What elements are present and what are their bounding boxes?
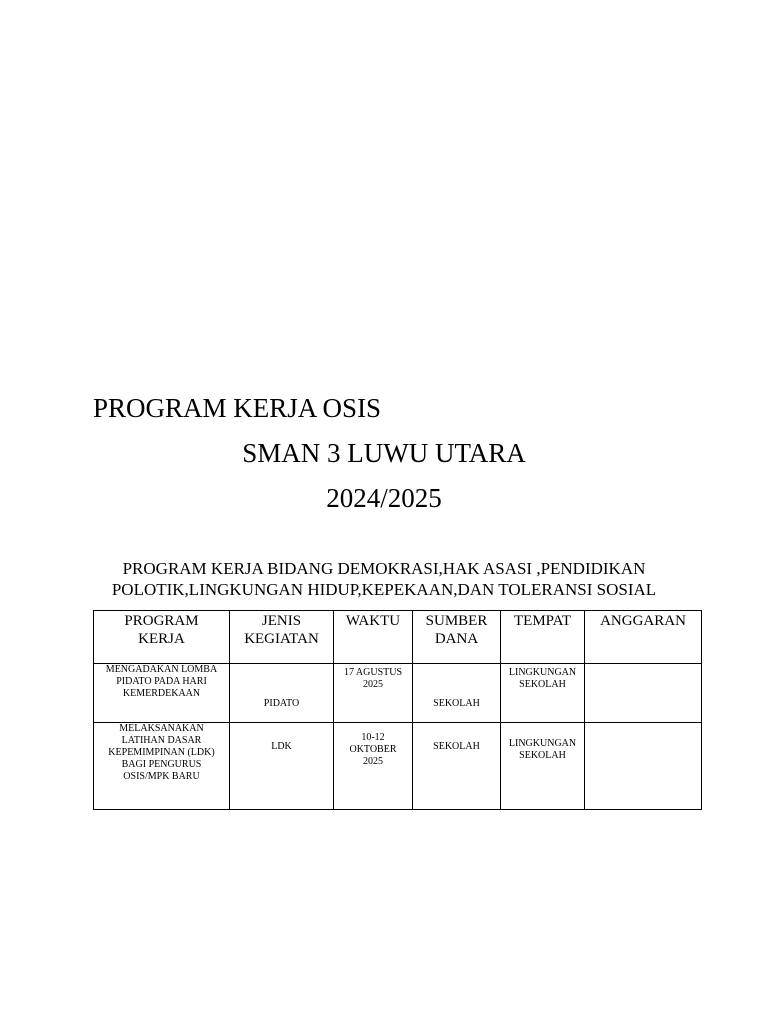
cell-jenis-kegiatan <box>230 664 334 723</box>
header-program-kerja <box>94 611 230 664</box>
cell-anggaran <box>585 723 702 810</box>
cell-text: KEPEMIMPINAN (LDK) <box>108 747 215 758</box>
cell-waktu <box>334 723 413 810</box>
cell-text: 10-12 <box>361 732 385 743</box>
header-text: WAKTU <box>345 613 401 629</box>
cell-text: PIDATO PADA HARI <box>116 676 207 687</box>
cell-program-kerja <box>94 723 230 810</box>
cell-text: LDK <box>271 741 292 752</box>
header-text: KEGIATAN <box>244 631 319 647</box>
header-anggaran <box>585 611 702 664</box>
header-text: JENIS <box>261 613 302 629</box>
header-text: KERJA <box>138 631 185 647</box>
cell-tempat <box>501 664 585 723</box>
cell-anggaran <box>585 664 702 723</box>
header-jenis-kegiatan <box>230 611 334 664</box>
cell-text: 2025 <box>363 756 383 767</box>
cell-text: 17 AGUSTUS <box>343 667 403 678</box>
cell-text: KEMERDEKAAN <box>122 688 201 699</box>
cell-text: OSIS/MPK BARU <box>123 771 200 782</box>
cell-sumber-dana <box>413 664 501 723</box>
cell-tempat <box>501 723 585 810</box>
cell-text: SEKOLAH <box>433 741 480 752</box>
header-text: SUMBER <box>425 613 488 629</box>
cell-text: LATIHAN DASAR <box>121 735 202 746</box>
header-text: PROGRAM <box>124 613 199 629</box>
cell-text: SEKOLAH <box>519 750 566 761</box>
cell-text: LINGKUNGAN <box>508 667 577 678</box>
header-text: DANA <box>434 631 479 647</box>
cell-jenis-kegiatan <box>230 723 334 810</box>
cell-text: MENGADAKAN LOMBA <box>105 664 218 675</box>
header-sumber-dana <box>413 611 501 664</box>
table-row <box>94 723 702 810</box>
subtitle-line-1: PROGRAM KERJA BIDANG DEMOKRASI,HAK ASASI ,PENDIDIKAN <box>122 559 646 578</box>
header-tempat <box>501 611 585 664</box>
cell-text: PIDATO <box>263 698 300 709</box>
title-line-1: PROGRAM KERJA OSIS <box>93 393 382 423</box>
cell-text: BAGI PENGURUS <box>121 759 202 770</box>
program-table <box>93 610 702 810</box>
cell-sumber-dana <box>413 723 501 810</box>
cell-text: LINGKUNGAN <box>508 738 577 749</box>
cell-text: 2025 <box>363 679 383 690</box>
cell-text: OKTOBER <box>349 744 397 755</box>
header-text: TEMPAT <box>514 613 571 629</box>
cell-text: SEKOLAH <box>519 679 566 690</box>
table-header-row <box>94 611 702 664</box>
cell-waktu <box>334 664 413 723</box>
cell-text: MELAKSANAKAN <box>119 723 204 734</box>
title-line-2: SMAN 3 LUWU UTARA <box>242 438 526 468</box>
cell-text: SEKOLAH <box>433 698 480 709</box>
header-waktu <box>334 611 413 664</box>
cell-program-kerja <box>94 664 230 723</box>
header-text: ANGGARAN <box>600 613 686 629</box>
subtitle-line-2: POLOTIK,LINGKUNGAN HIDUP,KEPEKAAN,DAN TOLERANSI SOSIAL <box>111 580 657 599</box>
table-row <box>94 664 702 723</box>
title-line-3: 2024/2025 <box>326 483 442 513</box>
